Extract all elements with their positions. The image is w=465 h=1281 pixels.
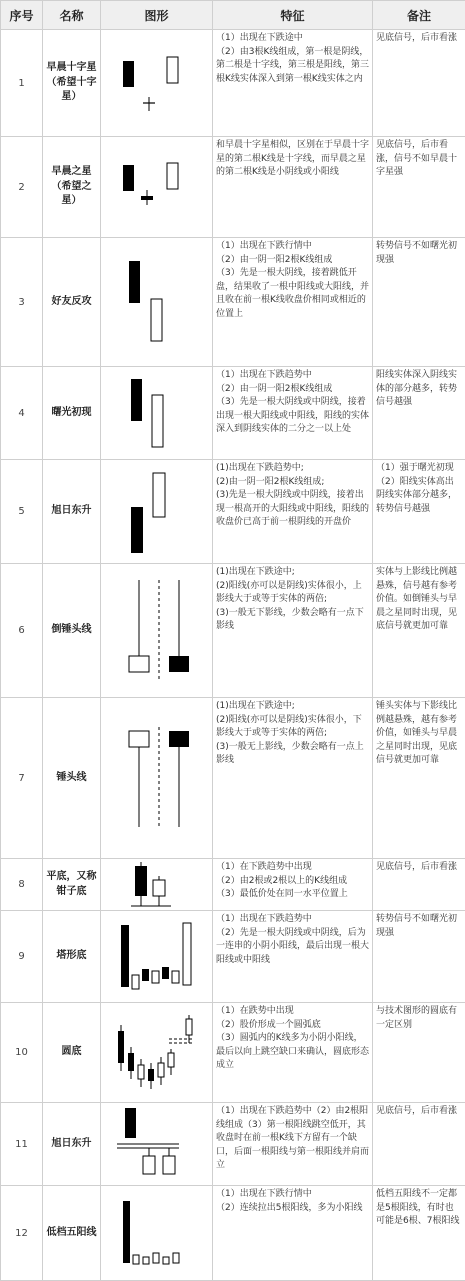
table-row [1,1186,465,1281]
morning-doji-star-diagram [117,53,197,113]
pattern-note: 转势信号不如曙光初现强 [373,911,465,1003]
header-seq: 序号 [1,1,43,30]
pattern-name: 平底，又称钳子底 [43,859,101,911]
table-row [1,1003,465,1103]
pattern-feature: （1）在下跌趋势中出现 （2）由2根或2根以上的K线组成 （3）最低价处在同一水平位置上 [213,859,373,911]
pattern-figure [101,30,213,137]
row-seq: 4 [1,367,43,460]
pattern-figure [101,698,213,859]
pattern-name: 好友反攻 [43,238,101,367]
pattern-name: 旭日东升 [43,460,101,564]
row-seq: 6 [1,564,43,698]
pattern-feature: （1）出现在下跌趋势中 （2）由一阴一阳2根K线组成 （3）先是一根大阴线或中阴线，接着出现一根大阳线或中阳线，阳线的实体深入到阴线实体的二分之一以上处 [213,367,373,460]
pattern-feature: (1)出现在下跌趋势中; (2)由一阴一阳2根K线组成; (3)先是一根大阴线或中阴线，接着出现一根高开的大阳线或中阳线，阳线的收盘价已高于前一根阴线的开盘价 [213,460,373,564]
pattern-figure [101,564,213,698]
row-seq: 9 [1,911,43,1003]
table-row [1,698,465,859]
pattern-note: 见底信号，后市看涨 [373,859,465,911]
pattern-name: 锤头线 [43,698,101,859]
side-by-side-white-lines-diagram [117,1106,197,1182]
row-seq: 3 [1,238,43,367]
row-seq: 8 [1,859,43,911]
pattern-feature: （1）出现在下跌趋势中（2）由2根阳线组成（3）第一根阳线跳空低开，其收盘时在前一根K线下方留有一个缺口，后面一根阳线与第一根阳线并肩而立 [213,1103,373,1186]
low-five-yang-lines-diagram [117,1195,197,1271]
row-seq: 10 [1,1003,43,1103]
table-row [1,30,465,137]
table-row [1,1103,465,1186]
pattern-note: 见底信号，后市看涨 [373,30,465,137]
pattern-feature: （1）出现在下跌趋势中 （2）先是一根大阴线或中阴线，后为一连串的小阴小阳线，最后出现一根大阳线或中阳线 [213,911,373,1003]
rounded-bottom-diagram [114,1013,200,1093]
pattern-name: 早晨之星（希望之星） [43,137,101,238]
row-seq: 5 [1,460,43,564]
morning-star-diagram [117,157,197,217]
flat-bottom-diagram [117,860,197,910]
row-seq: 11 [1,1103,43,1186]
pattern-figure [101,238,213,367]
table-row [1,137,465,238]
inverted-hammer-diagram [117,576,197,686]
pattern-note: （1）强于曙光初现 （2）阳线实体高出阴线实体部分越多，转势信号越强 [373,460,465,564]
table-row [1,460,465,564]
header-name: 名称 [43,1,101,30]
pattern-figure [101,137,213,238]
pattern-feature: 和早晨十字星相似，区别在于早晨十字星的第二根K线是十字线，而早晨之星的第二根K线是小阴线或小阳线 [213,137,373,238]
row-seq: 7 [1,698,43,859]
friendly-counterattack-diagram [117,257,197,347]
pattern-note: 低档五阳线不一定都是5根阳线，有时也可能是6根、7根阳线 [373,1186,465,1281]
pattern-figure [101,1003,213,1103]
table-row [1,367,465,460]
pattern-figure [101,859,213,911]
header-feature: 特征 [213,1,373,30]
rising-sun-diagram [117,467,197,557]
pattern-note: 阳线实体深入阴线实体的部分越多，转势信号越强 [373,367,465,460]
pattern-name: 旭日东升 [43,1103,101,1186]
pattern-note: 锤头实体与下影线比例越悬殊，越有参考价值，如锤头与早晨之星同时出现，见底信号就更加可靠 [373,698,465,859]
pattern-name: 倒锤头线 [43,564,101,698]
pattern-note: 实体与上影线比例越悬殊，信号越有参考价值。如倒锤头与早晨之星同时出现，见底信号就更加可靠 [373,564,465,698]
pattern-note: 转势信号不如曙光初现强 [373,238,465,367]
pattern-feature: (1)出现在下跌途中; (2)阳线(亦可以是阴线)实体很小，下影线大于或等于实体的两倍; (3)一般无上影线，少数会略有一点上影线 [213,698,373,859]
table-row [1,564,465,698]
header-note: 备注 [373,1,465,30]
table-header-row [1,1,465,30]
pattern-feature: (1)出现在下跌途中; (2)阳线(亦可以是阴线)实体很小，上影线大于或等于实体的两倍; (3)一般无下影线，少数会略有一点下影线 [213,564,373,698]
pattern-name: 塔形底 [43,911,101,1003]
pattern-feature: （1）在跌势中出现 （2）股价形成一个圆弧底 （3）圆弧内的K线多为小阴小阳线，最后以向上跳空缺口来确认，圆底形态成立 [213,1003,373,1103]
pattern-figure [101,1103,213,1186]
pattern-name: 曙光初现 [43,367,101,460]
hammer-diagram [117,723,197,833]
row-seq: 1 [1,30,43,137]
pattern-feature: （1）出现在下跌行情中 （2）由一阴一阳2根K线组成 （3）先是一根大阴线，接着跳低开盘，结果收了一根中阳线或大阳线，并且收在前一根K线收盘价相同或相近的位置上 [213,238,373,367]
pattern-note: 见底信号，后市看涨，信号不如早晨十字星强 [373,137,465,238]
pattern-figure [101,911,213,1003]
row-seq: 12 [1,1186,43,1281]
pattern-name: 低档五阳线 [43,1186,101,1281]
row-seq: 2 [1,137,43,238]
table-row [1,859,465,911]
pattern-figure [101,460,213,564]
pattern-note: 见底信号，后市看涨 [373,1103,465,1186]
piercing-line-diagram [117,373,197,453]
pattern-feature: （1）出现在下跌途中 （2）由3根K线组成，第一根是阴线，第二根是十字线，第三根是阳线，第三根K线实体深入到第一根K线实体之内 [213,30,373,137]
table-row [1,911,465,1003]
tower-bottom-diagram [117,919,197,995]
header-figure: 图形 [101,1,213,30]
pattern-figure [101,1186,213,1281]
pattern-feature: （1）出现在下跌行情中 （2）连续拉出5根阳线，多为小阳线 [213,1186,373,1281]
table-row [1,238,465,367]
pattern-figure [101,367,213,460]
pattern-name: 早晨十字星（希望十字星） [43,30,101,137]
pattern-note: 与技术图形的圆底有一定区别 [373,1003,465,1103]
pattern-name: 圆底 [43,1003,101,1103]
